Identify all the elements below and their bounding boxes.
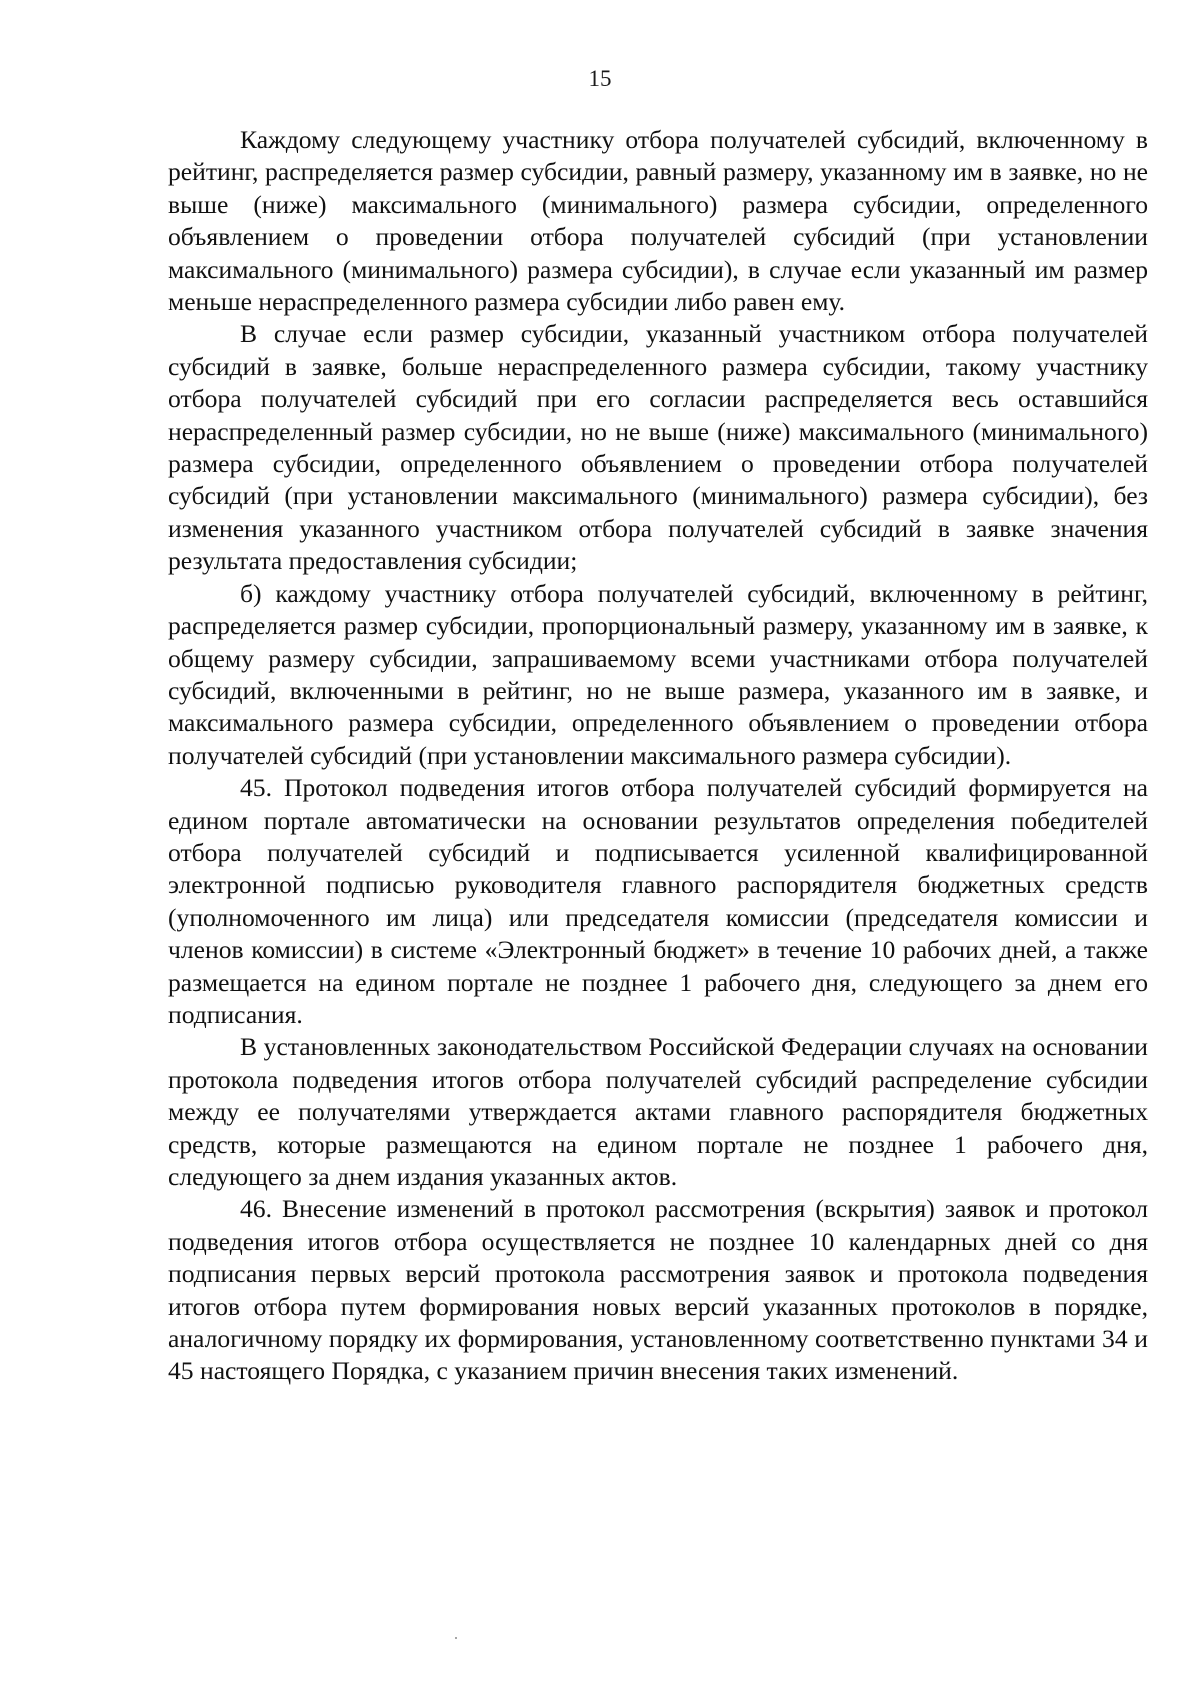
- scan-speck: [455, 1637, 457, 1639]
- document-body: [168, 124, 1148, 1388]
- paragraph-item-46-changes: 46. Внесение изменений в протокол рассмотрения (вскрытия) заявок и протокол подведения итогов отбора осуществляется не позднее 10 календарных дней со дня подписания первых версий протокола рассмотрения заявок и протокола подведения итогов отбора путем формирования новых версий указанных протоколов в порядке, аналогичному порядку их формирования, установленному соответственно пунктами 34 и 45 настоящего Порядка, с указанием причин внесения таких изменений.: [168, 1194, 1148, 1386]
- paragraph-item-45-protocol: 45. Протокол подведения итогов отбора получателей субсидий формируется на едином портале автоматически на основании результатов определения победителей отбора получателей субсидий и подписывается усиленной квалифицированной электронной подписью руководителя главного распорядителя бюджетных средств (уполномоченного им лица) или председателя комиссии (председателя комиссии и членов комиссии) в системе «Электронный бюджет» в течение 10 рабочих дней, а также размещается на едином портале не позднее 1 рабочего дня, следующего за днем его подписания.: [168, 773, 1148, 1029]
- page-number: 15: [588, 66, 612, 91]
- paragraph-item-b-proportional: б) каждому участнику отбора получателей субсидий, включенному в рейтинг, распределяется размер субсидии, пропорциональный размеру, указанному им в заявке, к общему размеру субсидии, запрашиваемому всеми участниками отбора получателей субсидий, включенными в рейтинг, но не выше размера, указанного им в заявке, и максимального размера субсидии, определенного объявлением о проведении отбора получателей субсидий (при установлении максимального размера субсидии).: [168, 578, 1148, 770]
- paragraph-distribution-acts: В установленных законодательством Российской Федерации случаях на основании протокола подведения итогов отбора получателей субсидий распределение субсидии между ее получателями утверждается актами главного распорядителя бюджетных средств, которые размещаются на едином портале не позднее 1 рабочего дня, следующего за днем издания указанных актов.: [168, 1032, 1148, 1191]
- paragraph-subsidy-next-participant: Каждому следующему участнику отбора получателей субсидий, включенному в рейтинг, распределяется размер субсидии, равный размеру, указанному им в заявке, но не выше (ниже) максимального (минимального) размера субсидии, определенного объявлением о проведении отбора получателей субсидий (при установлении максимального (минимального) размера субсидии), в случае если указанный им размер меньше нераспределенного размера субсидии либо равен ему.: [168, 125, 1148, 317]
- paragraph-subsidy-exceeds-remainder: В случае если размер субсидии, указанный участником отбора получателей субсидий в заявке, больше нераспределенного размера субсидии, такому участнику отбора получателей субсидий при его согласии распределяется весь оставшийся нераспределенный размер субсидии, но не выше (ниже) максимального (минимального) размера субсидии, определенного объявлением о проведении отбора получателей субсидий (при установлении максимального (минимального) размера субсидии), без изменения указанного участником отбора получателей субсидий в заявке значения результата предоставления субсидии;: [168, 319, 1148, 576]
